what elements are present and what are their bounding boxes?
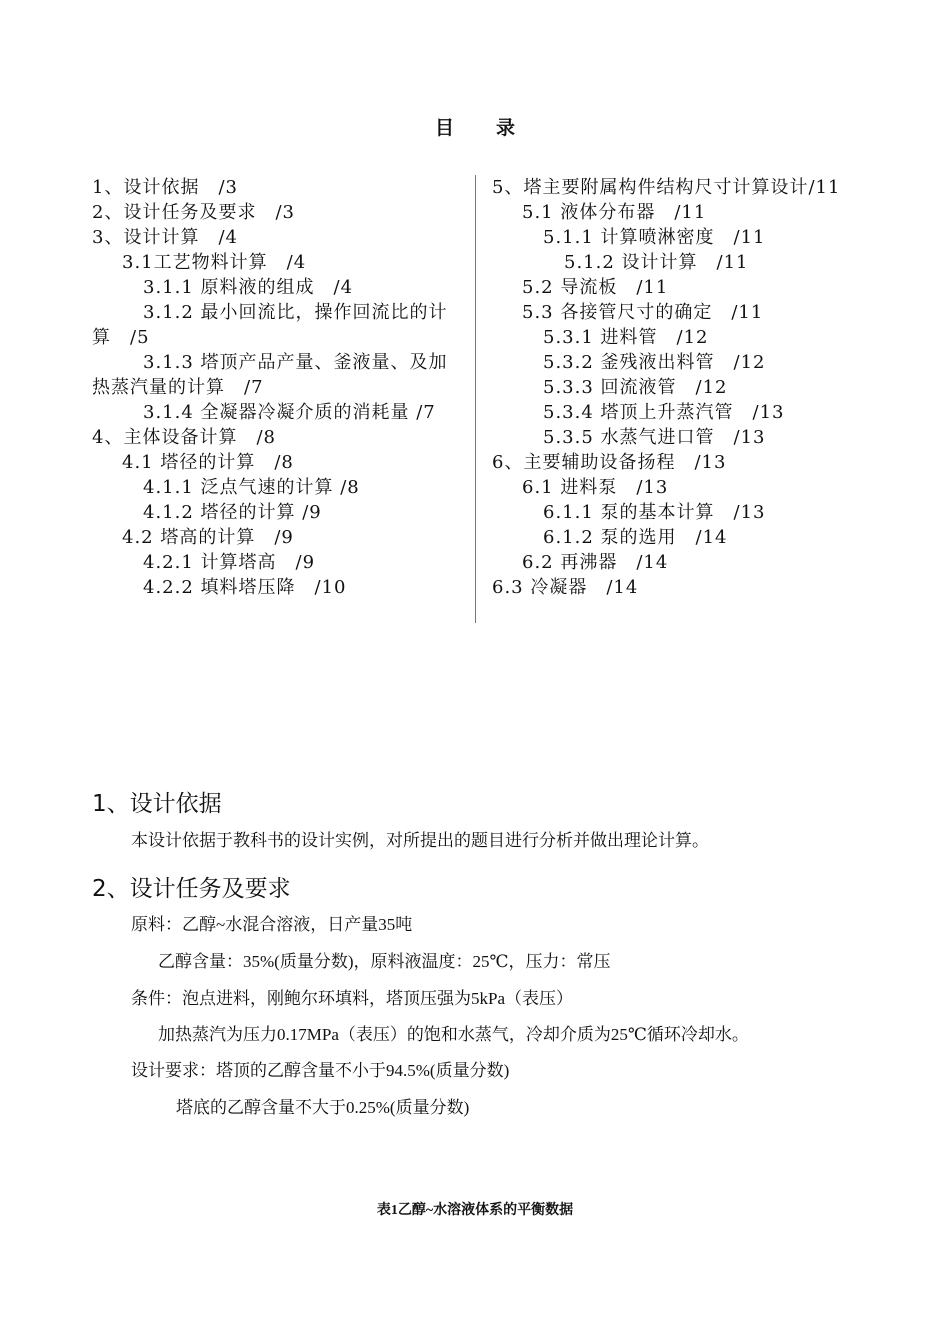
toc-entry: 4.1.2 塔径的计算 /9 [143,502,322,523]
ethanol-content-line: 乙醇含量：35%(质量分数)，原料液温度：25℃，压力：常压 [158,952,611,971]
toc-left-column [92,175,464,600]
toc-entry: 5.3 各接管尺寸的确定 /11 [522,302,764,323]
toc-entry: 4、主体设备计算 /8 [92,427,276,448]
section1-heading: 1、设计依据 [92,791,222,817]
toc-entry: 5、塔主要附属构件结构尺寸计算设计/11 [492,177,841,198]
toc-entry: 5.3.3 回流液管 /12 [543,377,728,398]
toc-entry: 4.2 塔高的计算 /9 [122,527,294,548]
toc-title: 目录 [434,117,557,139]
toc-entry: 3.1工艺物料计算 /4 [122,252,307,273]
toc-entry: 5.3.1 进料管 /12 [543,327,709,348]
toc-entry: 1、设计依据 /3 [92,177,238,198]
toc-entry: 5.1.2 设计计算 /11 [564,252,749,273]
toc-entry: 6.1 进料泵 /13 [522,477,669,498]
heating-steam-line: 加热蒸汽为压力0.17MPa（表压）的饱和水蒸气，冷却介质为25℃循环冷却水。 [158,1025,749,1044]
toc-entry: 4.1 塔径的计算 /8 [122,452,294,473]
toc-entry: 3.1.1 原料液的组成 /4 [143,277,354,298]
raw-material-line: 原料：乙醇~水混合溶液，日产量35吨 [131,915,413,934]
toc-entry: 5.3.2 釜残液出料管 /12 [543,352,766,373]
toc-entry: 5.1.1 计算喷淋密度 /11 [543,227,766,248]
toc-entry: 5.2 导流板 /11 [522,277,669,298]
toc-entry: 4.1.1 泛点气速的计算 /8 [143,477,360,498]
toc-entry: 6.3 冷凝器 /14 [492,577,639,598]
toc-entry: 5.3.5 水蒸气进口管 /13 [543,427,766,448]
toc-entry: 6.1.1 泵的基本计算 /13 [543,502,766,523]
conditions-line: 条件：泡点进料，刚鲍尔环填料，塔顶压强为5kPa（表压） [131,989,573,1008]
toc-entry: 6.1.2 泵的选用 /14 [543,527,728,548]
toc-entry: 3.1.4 全凝器冷凝介质的消耗量 /7 [143,402,436,423]
toc-entry: 3.1.3 塔顶产品产量、釜液量、及加热蒸汽量的计算 /7 [92,352,448,398]
toc-column-divider [475,175,476,623]
toc-entry: 5.1 液体分布器 /11 [522,202,707,223]
toc-entry: 5.3.4 塔顶上升蒸汽管 /13 [543,402,785,423]
toc-entry: 3.1.2 最小回流比，操作回流比的计算 /5 [92,302,448,348]
toc-entry: 6、主要辅助设备扬程 /13 [492,452,727,473]
requirement-bottom-line: 塔底的乙醇含量不大于0.25%(质量分数) [176,1098,470,1117]
toc-entry: 3、设计计算 /4 [92,227,238,248]
toc-entry: 6.2 再沸器 /14 [522,552,669,573]
toc-entry: 4.2.1 计算塔高 /9 [143,552,316,573]
section1-paragraph: 本设计依据于教科书的设计实例，对所提出的题目进行分析并做出理论计算。 [131,831,709,850]
toc-entry: 4.2.2 填料塔压降 /10 [143,577,347,598]
requirement-top-line: 设计要求：塔顶的乙醇含量不小于94.5%(质量分数) [131,1061,510,1080]
toc-entry: 2、设计任务及要求 /3 [92,202,295,223]
section2-heading: 2、设计任务及要求 [92,876,291,902]
table1-caption: 表1乙醇~水溶液体系的平衡数据 [376,1203,574,1218]
toc-right-column [492,175,867,600]
